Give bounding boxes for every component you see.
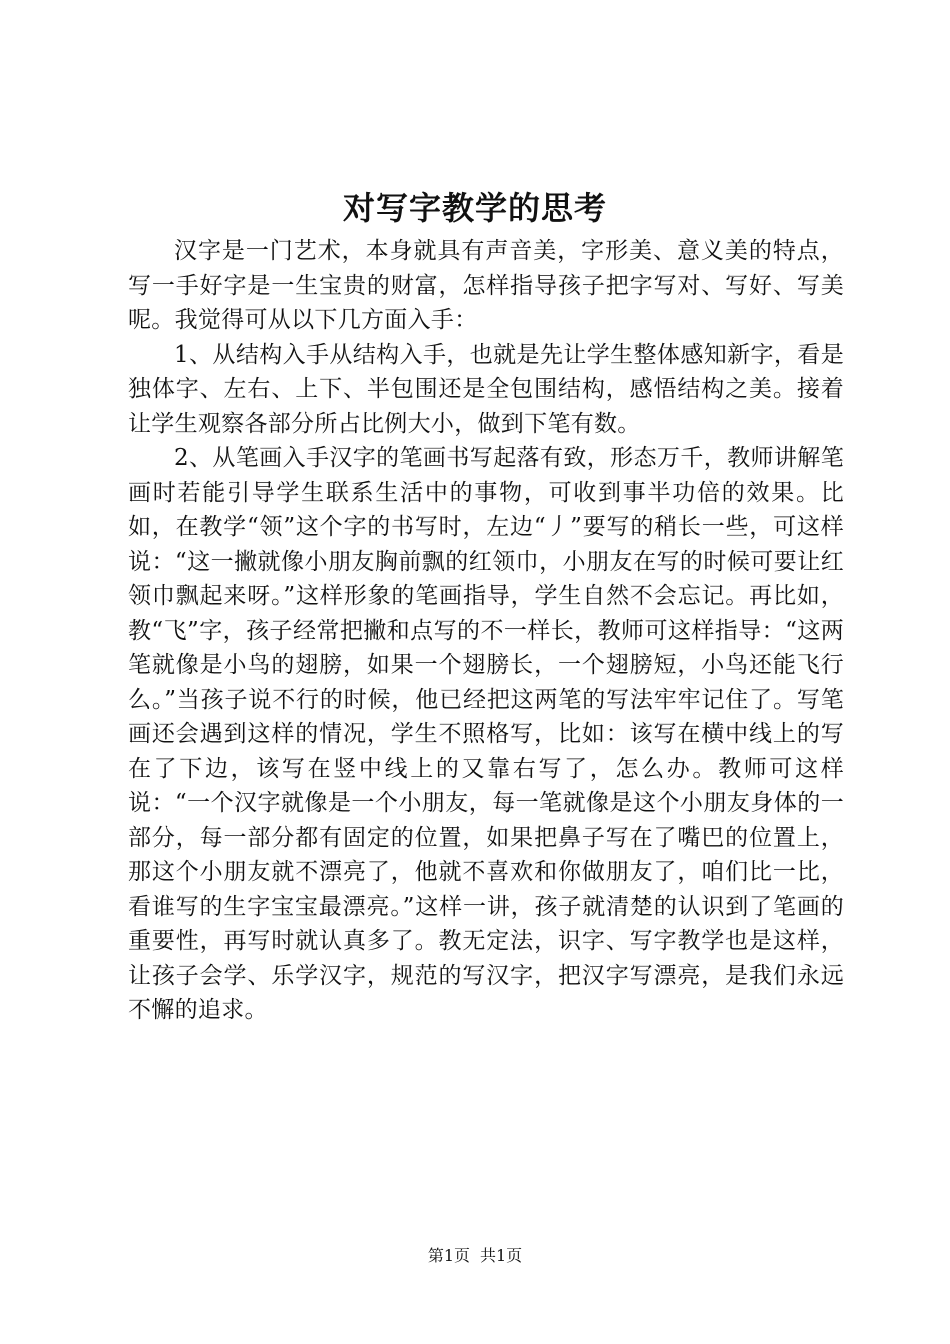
- page-number: 第1页: [427, 1246, 470, 1265]
- page-count: 共1页: [480, 1246, 523, 1265]
- strokes-paragraph: 2、从笔画入手汉字的笔画书写起落有致，形态万千，教师讲解笔画时若能引导学生联系生活中的事物，可收到事半功倍的效果。比如，在教学“领”这个字的书写时，左边“丿”要写的稍长一些，可这样说：“这一撇就像小朋友胸前飘的红领巾，小朋友在写的时候可要让红领巾飘起来呀。”这样形象的笔画指导，学生自然不会忘记。再比如，教“飞”字，孩子经常把撇和点写的不一样长，教师可这样指导：“这两笔就像是小鸟的翅膀，如果一个翅膀长，一个翅膀短，小鸟还能飞行么。”当孩子说不行的时候，他已经把这两笔的写法牢牢记住了。写笔画还会遇到这样的情况，学生不照格写，比如：该写在横中线上的写在了下边，该写在竖中线上的又靠右写了，怎么办。教师可这样说：“一个汉字就像是一个小朋友，每一笔就像是这个小朋友身体的一部分，每一部分都有固定的位置，如果把鼻子写在了嘴巴的位置上，那这个小朋友就不漂亮了，他就不喜欢和你做朋友了，咱们比一比，看谁写的生字宝宝最漂亮。”这样一讲，孩子就清楚的认识到了笔画的重要性，再写时就认真多了。教无定法，识字、写字教学也是这样，让孩子会学、乐学汉字，规范的写汉字，把汉字写漂亮，是我们永远不懈的追求。: [128, 445, 844, 1023]
- structure-paragraph: 1、从结构入手从结构入手，也就是先让学生整体感知新字，看是独体字、左右、上下、半包围还是全包围结构，感悟结构之美。接着让学生观察各部分所占比例大小，做到下笔有数。: [128, 341, 844, 437]
- intro-paragraph: 汉字是一门艺术，本身就具有声音美，字形美、意义美的特点，写一手好字是一生宝贵的财富，怎样指导孩子把字写对、写好、写美呢。我觉得可从以下几方面入手：: [128, 238, 844, 333]
- document-title: 对写字教学的思考: [342, 189, 607, 227]
- page-footer: [0, 1244, 950, 1268]
- document-body: [128, 234, 844, 1028]
